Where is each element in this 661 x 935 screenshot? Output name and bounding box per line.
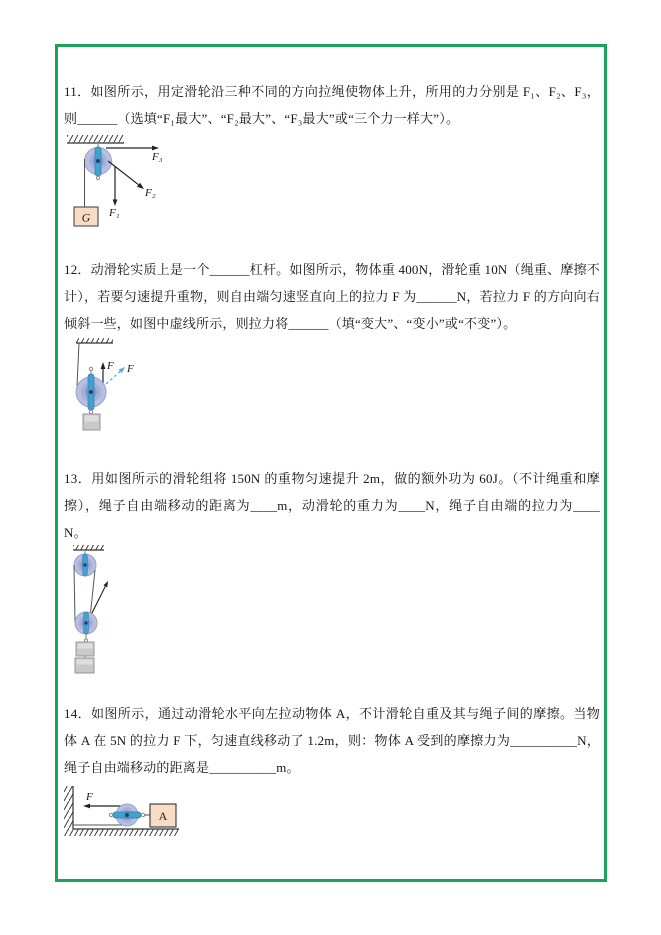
question-12-text: 12．动滑轮实质上是一个______杠杆。如图所示，物体重 400N，滑轮重 10N（绳重、摩擦不计），若要匀速提升重物，则自由端匀速竖直向上的拉力 F 为______N，若拉力 F 的方向向右倾斜一些，如图中虚线所示，则拉力将______（填“变大”、“变小”或“不变”）。 (64, 262, 600, 331)
block-A (150, 804, 176, 827)
force-label: F (86, 791, 93, 803)
worksheet-page (55, 44, 607, 882)
weight-block-G (74, 207, 98, 226)
f-vertical-label: F (107, 360, 114, 372)
gray-weight-block-1 (76, 642, 94, 656)
movable-pulley (76, 367, 106, 413)
movable-pulley (75, 612, 97, 642)
movable-pulley (109, 804, 144, 826)
wall-hatch (64, 786, 73, 829)
f3-label: F₃ (152, 151, 163, 163)
anchored-rope (77, 343, 79, 386)
question-14 (64, 700, 600, 838)
force-arrow-left (83, 791, 126, 808)
question-13-text: 13．用如图所示的滑轮组将 150N 的重物匀速提升 2m，做的额外功为 60J。（不计绳重和摩擦），绳子自由端移动的距离为____m，动滑轮的重力为____N，绳子自由端的拉力为____N。 (64, 471, 600, 540)
f-slanted-label: F (127, 363, 134, 375)
question-11-text: 11．如图所示，用定滑轮沿三种不同的方向拉绳使物体上升，所用的力分别是 F₁、F₂、F₃，则______（选填“F₁最大”、“F₂最大”、“F₃最大”或“三个力一样大”）。 (64, 84, 600, 126)
floor-hatch (64, 829, 179, 836)
question-13 (64, 465, 600, 674)
force-arrow-f3 (106, 146, 163, 163)
rope-left-strand (74, 565, 75, 623)
question-14-text: 14．如图所示，通过动滑轮水平向左拉动物体 A，不计滑轮自重及其与绳子间的摩擦。当物体 A 在 5N 的拉力 F 下，匀速直线移动了 1.2m，则：物体 A 受到的摩擦力为__________N，绳子自由端移动的距离是__________m。 (64, 706, 600, 775)
question-12 (64, 256, 600, 431)
ceiling-hatch (76, 338, 113, 343)
gray-weight-block (83, 414, 100, 430)
ceiling-hatch (73, 545, 104, 550)
gray-weight-block-2 (75, 658, 94, 673)
question-14-diagram (64, 783, 224, 838)
force-arrow-f1 (108, 166, 120, 219)
f2-label: F₂ (145, 187, 156, 199)
f1-label: F₁ (109, 207, 120, 219)
question-12-diagram (64, 338, 184, 431)
question-11-diagram (64, 133, 234, 233)
weight-label: G (81, 210, 91, 225)
question-11 (64, 78, 600, 233)
fixed-pulley (85, 141, 112, 180)
block-A-label: A (158, 809, 168, 823)
question-13-diagram (64, 544, 174, 674)
ceiling-hatch (67, 135, 124, 143)
fixed-pulley (74, 550, 96, 576)
worksheet-content (58, 78, 604, 838)
force-arrow-up (101, 360, 114, 383)
